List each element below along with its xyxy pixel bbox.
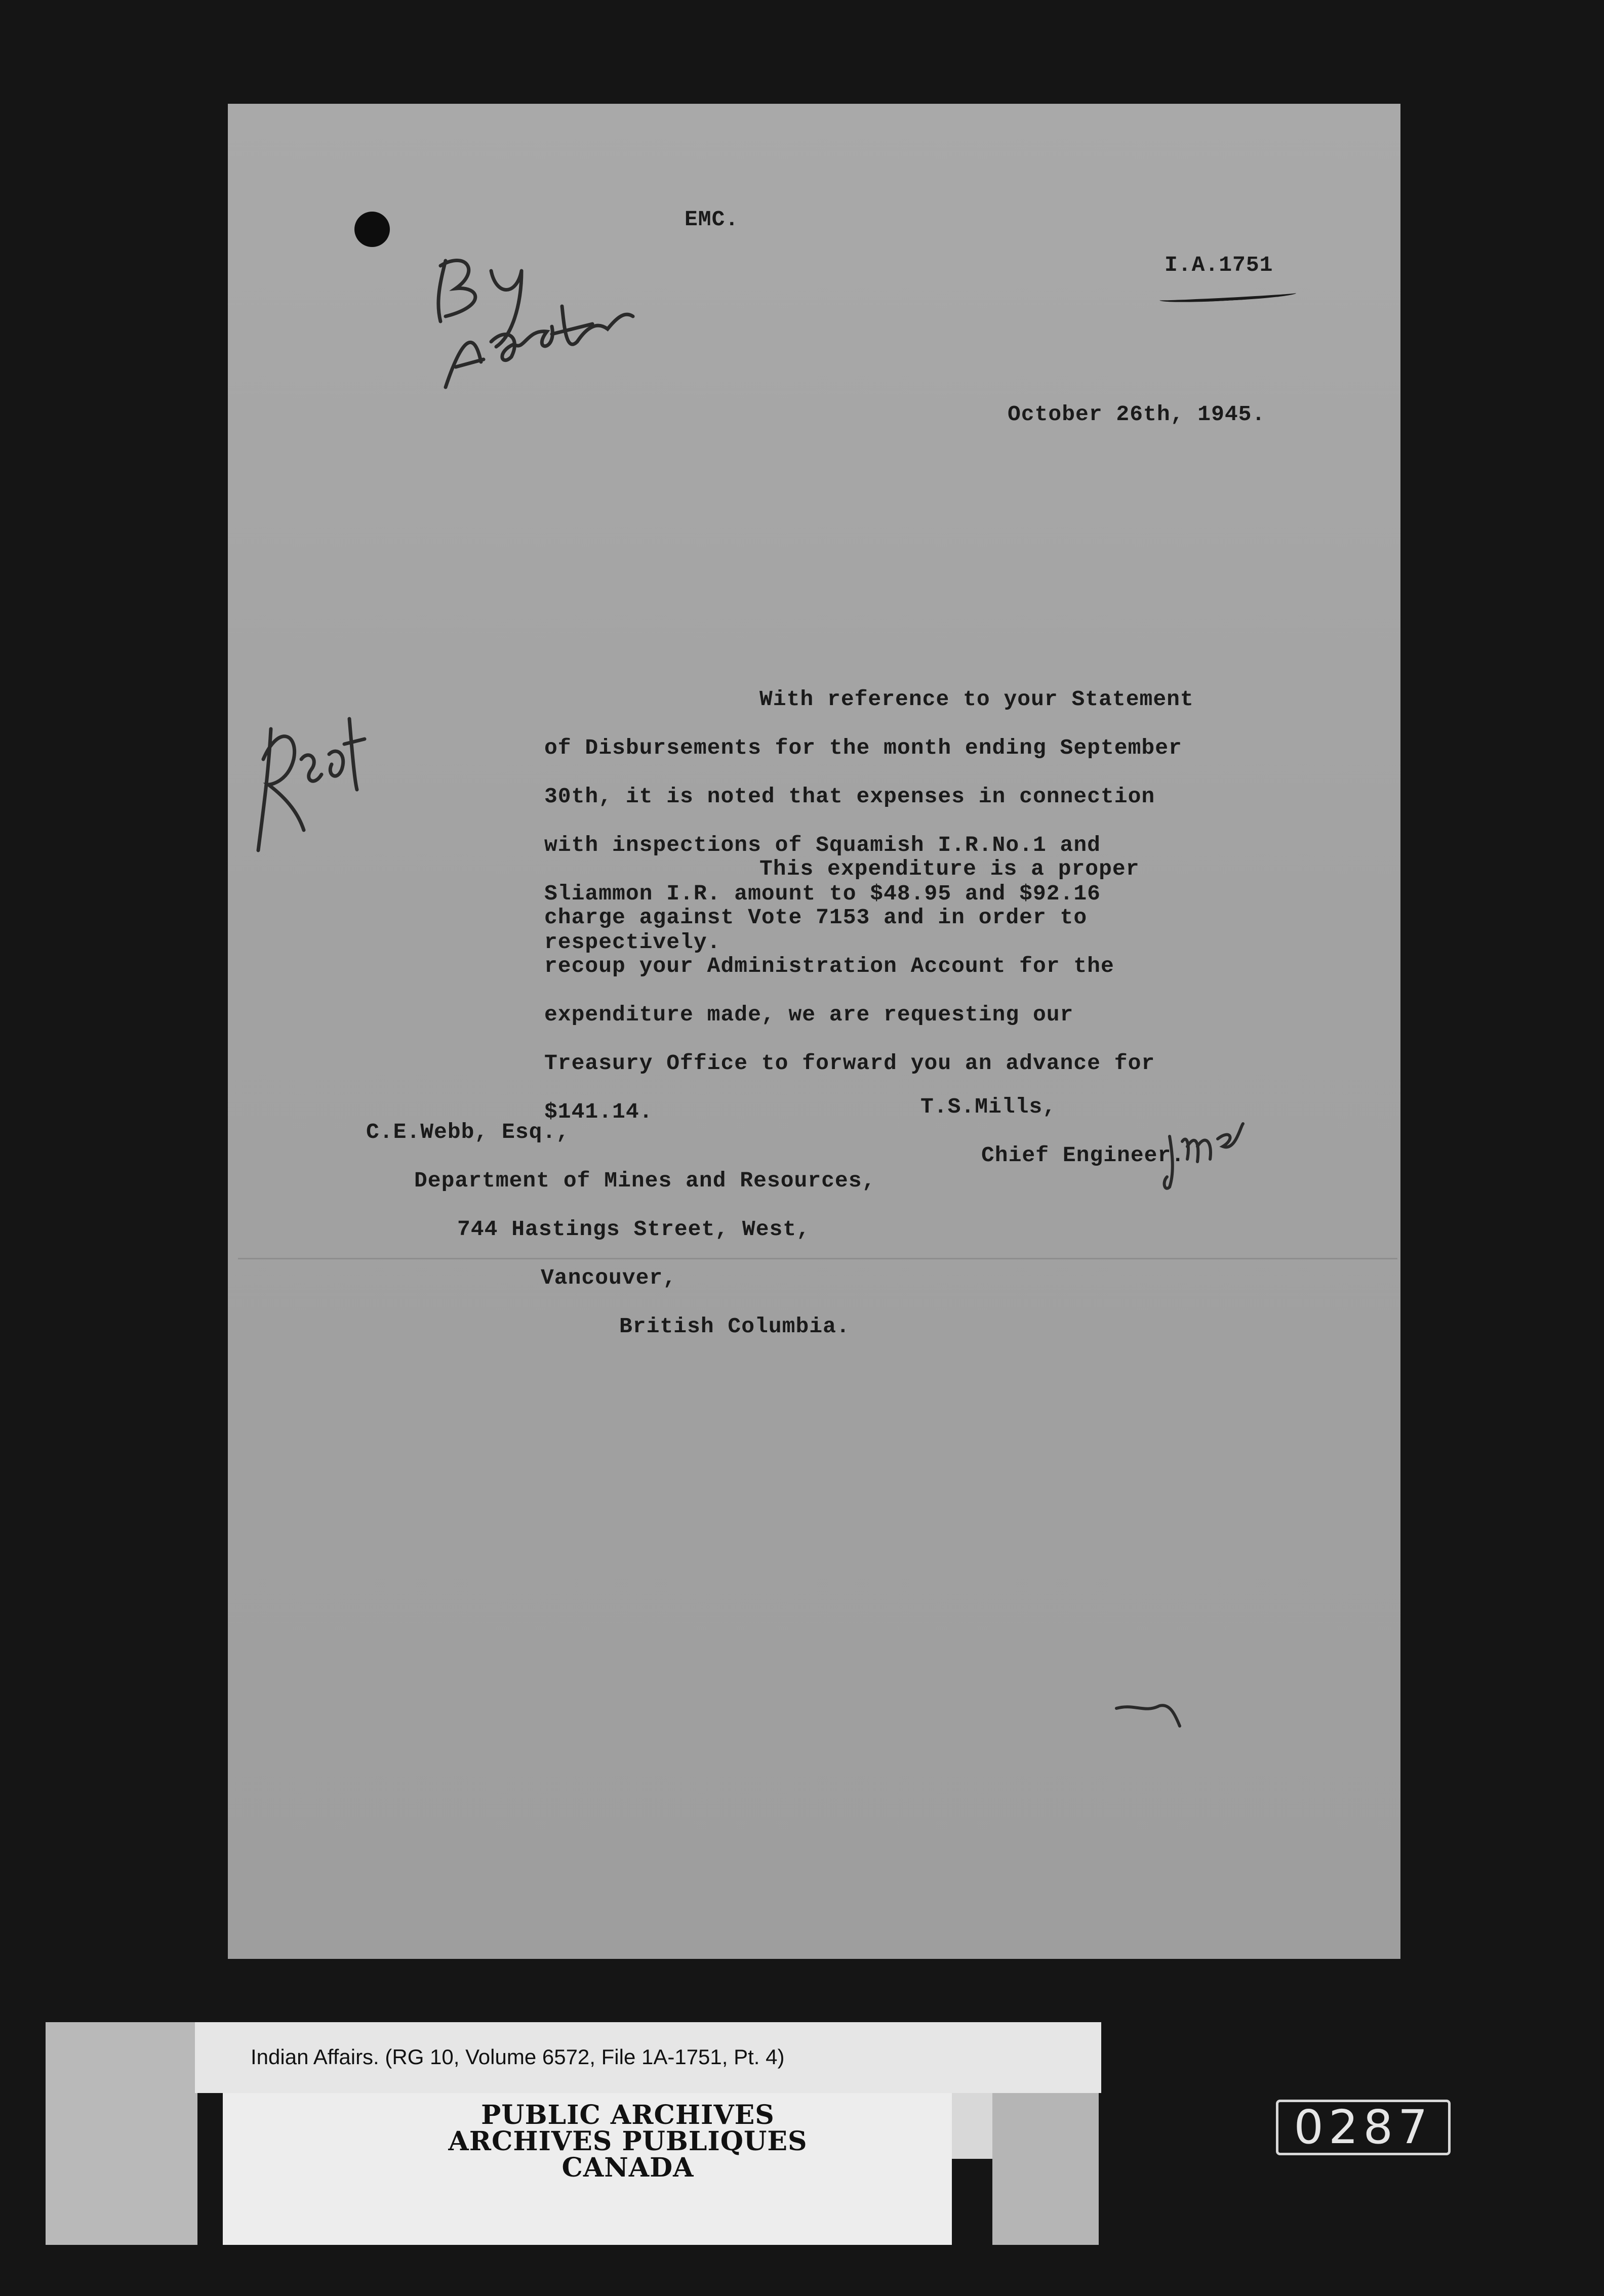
paragraph-2-line: Treasury Office to forward you an advance for	[544, 1051, 1155, 1076]
paragraph-2-line: charge against Vote 7153 and in order to	[544, 905, 1088, 930]
handwritten-note-by	[425, 240, 638, 392]
paragraph-2-line: expenditure made, we are requesting our	[544, 1002, 1074, 1027]
archive-card-edge	[952, 2093, 992, 2159]
paragraph-2-line: recoup your Administration Account for the	[544, 954, 1114, 978]
paragraph-1-line: with inspections of Squamish I.R.No.1 and	[544, 833, 1101, 857]
recipient-department: Department of Mines and Resources,	[414, 1168, 876, 1193]
typist-initials: EMC.	[685, 207, 739, 232]
letter-date: October 26th, 1945.	[1008, 402, 1266, 427]
signature-block	[920, 1071, 1185, 1192]
recipient-name: C.E.Webb, Esq.,	[366, 1120, 570, 1144]
paragraph-1-line: With reference to your Statement	[759, 687, 1194, 712]
archive-label-backing-left	[46, 2022, 197, 2245]
archive-stamp-line: ARCHIVES PUBLIQUES	[448, 2126, 808, 2157]
archive-caption: Indian Affairs. (RG 10, Volume 6572, File 1A-1751, Pt. 4)	[251, 2045, 785, 2069]
signer-name: T.S.Mills,	[920, 1094, 1057, 1119]
paragraph-1-line: 30th, it is noted that expenses in connection	[544, 784, 1155, 809]
punch-hole	[354, 212, 390, 247]
handwritten-initials	[1159, 1116, 1246, 1192]
paragraph-2-line: This expenditure is a proper	[759, 856, 1140, 881]
recipient-city: Vancouver,	[541, 1265, 677, 1290]
frame-number: 0287	[1276, 2100, 1451, 2155]
pen-stroke-mark	[1114, 1698, 1195, 1739]
recipient-street: 744 Hastings Street, West,	[457, 1217, 810, 1242]
signer-title: Chief Engineer.	[981, 1143, 1185, 1168]
recipient-province: British Columbia.	[619, 1314, 850, 1339]
paragraph-2-line: $141.14.	[544, 1099, 653, 1124]
recipient-address	[366, 1096, 875, 1363]
file-reference: I.A.1751	[1165, 253, 1273, 277]
paragraph-1-line: Sliammon I.R. amount to $48.95 and $92.16	[544, 881, 1101, 906]
archive-stamp-line: PUBLIC ARCHIVES	[481, 2100, 775, 2130]
paragraph-1-line: of Disbursements for the month ending September	[544, 735, 1182, 760]
paragraph-1-line: respectively.	[544, 930, 721, 955]
handwritten-margin-note	[248, 699, 370, 860]
archive-stamp-line: CANADA	[562, 2152, 694, 2183]
